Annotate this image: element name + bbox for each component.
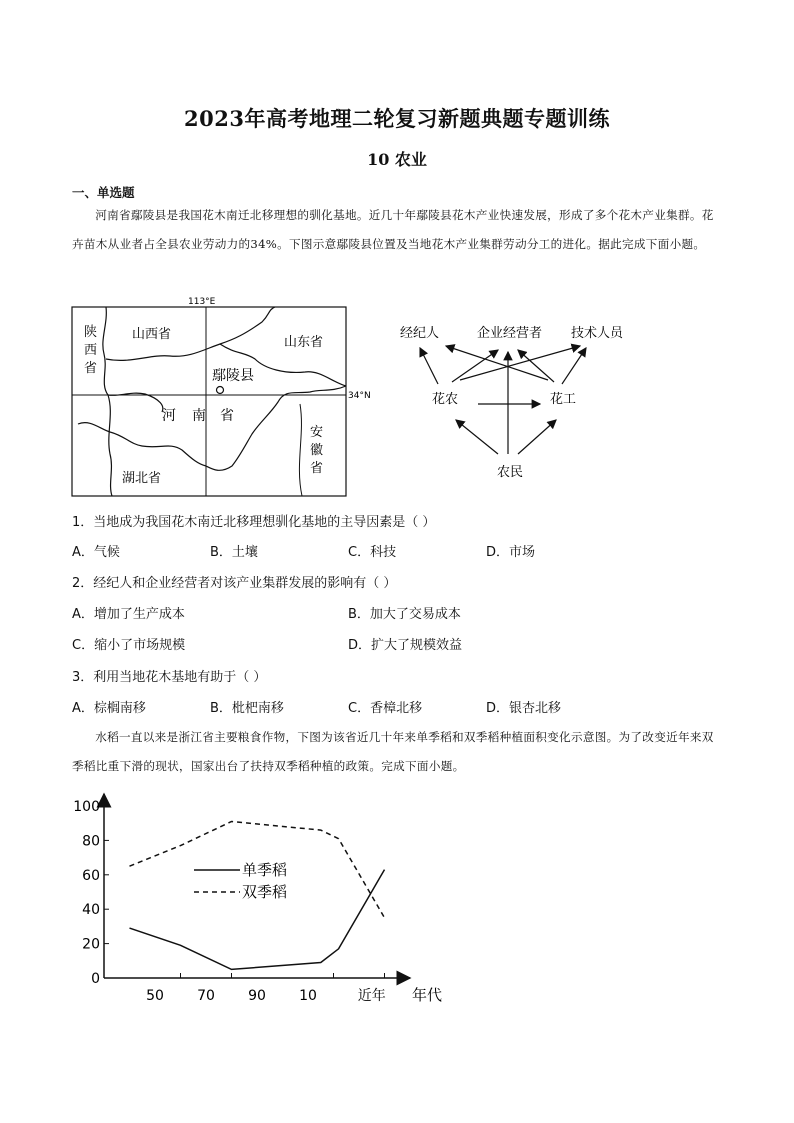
section-heading: 一、单选题 — [72, 185, 135, 200]
location-map — [70, 294, 390, 500]
arrow-grower-manager — [452, 350, 498, 382]
q2-option-d[interactable]: D．扩大了规模效益 — [348, 638, 463, 653]
label-henan-1: 河 — [162, 408, 176, 424]
label-shaanxi-3: 省 — [84, 361, 98, 376]
legend-label-2: 双季稻 — [242, 883, 288, 901]
county-marker — [217, 387, 224, 394]
label-hubei: 湖北省 — [122, 471, 162, 486]
arrow-worker-tech — [562, 348, 586, 384]
label-shandong: 山东省 — [284, 335, 324, 350]
x-tick-label: 90 — [248, 988, 266, 1004]
y-tick-label: 20 — [82, 936, 100, 953]
label-henan-3: 省 — [220, 408, 234, 424]
q1-option-b[interactable]: B．土壤 — [210, 545, 258, 560]
q1-option-c[interactable]: C．科技 — [348, 545, 397, 560]
labour-diagram — [390, 314, 640, 484]
label-shaanxi-2: 西 — [84, 343, 98, 358]
question-3-stem: 3．利用当地花木基地有助于（ ） — [72, 670, 267, 685]
boundary-anhui — [206, 386, 346, 470]
y-tick-label: 80 — [82, 833, 100, 850]
q2-option-c[interactable]: C．缩小了市场规模 — [72, 638, 186, 653]
label-henan-2: 南 — [192, 408, 206, 424]
y-tick-label: 60 — [82, 867, 100, 884]
question-1-stem: 1．当地成为我国花木南迁北移理想驯化基地的主导因素是（ ） — [72, 515, 436, 530]
arrow-grower-broker — [420, 348, 438, 384]
q2-option-b[interactable]: B．加大了交易成本 — [348, 607, 461, 622]
passage-2: 水稻一直以来是浙江省主要粮食作物，下图为该省近几十年来单季稻和双季稻种植面积变化示意图。为了改变近年来双季稻比重下滑的现状，国家出台了扶持双季稻种植的政策。完成下面小题。 — [72, 730, 714, 773]
page-subtitle: 10 农业 — [367, 150, 427, 169]
y-tick-label: 0 — [91, 971, 100, 987]
label-anhui-1: 安 — [310, 425, 324, 440]
q2-option-a[interactable]: A．增加了生产成本 — [72, 607, 185, 622]
node-manager: 企业经营者 — [477, 326, 543, 341]
q3-option-c[interactable]: C．香樟北移 — [348, 701, 423, 716]
legend-label-1: 单季稻 — [242, 861, 288, 879]
x-tick-label: 50 — [146, 988, 164, 1004]
question-2-stem: 2．经纪人和企业经营者对该产业集群发展的影响有（ ） — [72, 576, 397, 591]
arrow-farmer-grower — [456, 420, 498, 454]
label-anhui-2: 徽 — [310, 443, 324, 458]
page-title: 2023年高考地理二轮复习新题典题专题训练 — [184, 106, 610, 131]
node-broker: 经纪人 — [400, 326, 440, 341]
x-tick-label: 10 — [299, 988, 317, 1004]
q3-option-a[interactable]: A．棕榈南移 — [72, 701, 146, 716]
boundary-anhui-east — [299, 404, 302, 496]
x-tick-label: 70 — [197, 988, 215, 1004]
node-tech: 技术人员 — [571, 326, 624, 341]
node-worker: 花工 — [550, 392, 577, 407]
boundary-hubei — [78, 423, 206, 466]
label-county: 鄢陵县 — [212, 368, 254, 384]
q3-option-b[interactable]: B．枇杷南移 — [210, 701, 284, 716]
q3-option-d[interactable]: D．银杏北移 — [486, 701, 562, 716]
label-shanxi: 山西省 — [132, 327, 172, 342]
boundary-henan-west — [108, 393, 163, 412]
q1-option-a[interactable]: A．气候 — [72, 545, 120, 560]
rice-area-chart — [60, 788, 460, 1008]
label-anhui-3: 省 — [310, 461, 324, 476]
x-axis-label: 年代 — [412, 986, 443, 1004]
arrow-farmer-worker — [518, 420, 556, 454]
boundary-shaanxi — [103, 307, 112, 496]
y-tick-label: 100 — [73, 799, 100, 815]
y-tick-label: 40 — [82, 902, 100, 919]
node-farmer: 农民 — [497, 465, 524, 480]
latitude-label: 34°N — [348, 391, 371, 401]
longitude-label: 113°E — [188, 297, 216, 307]
label-shaanxi-1: 陕 — [84, 325, 98, 340]
passage-1: 河南省鄢陵县是我国花木南迁北移理想的驯化基地。近几十年鄢陵县花木产业快速发展，形成了多个花木产业集群。花卉苗木从业者占全县农业劳动力的34%。下图示意鄢陵县位置及当地花木产业集群劳动分工的进化。据此完成下面小题。 — [72, 208, 714, 251]
node-grower: 花农 — [432, 392, 459, 407]
x-tick-label: 近年 — [357, 988, 386, 1004]
q1-option-d[interactable]: D．市场 — [486, 545, 536, 560]
